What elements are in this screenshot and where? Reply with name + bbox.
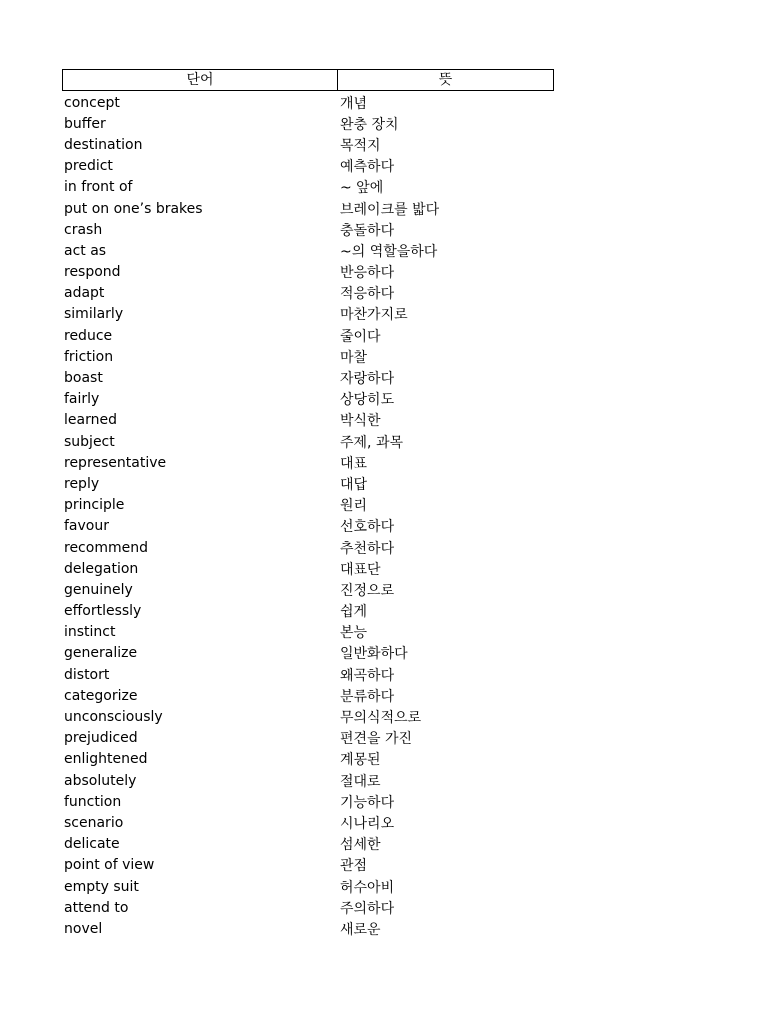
table-row	[62, 304, 554, 325]
meaning-cell: 관점	[340, 858, 368, 875]
word-cell: delicate	[64, 836, 120, 853]
meaning-cell: 목적지	[340, 137, 381, 154]
table-row	[62, 876, 554, 897]
table-row	[62, 410, 554, 431]
table-row	[62, 219, 554, 240]
word-cell: delegation	[64, 560, 139, 577]
word-cell: reply	[64, 475, 100, 492]
meaning-cell: 일반화하다	[340, 646, 408, 663]
word-cell: distort	[64, 666, 110, 683]
word-cell: effortlessly	[64, 603, 142, 620]
word-cell: learned	[64, 412, 117, 429]
table-row	[62, 812, 554, 833]
table-row	[62, 728, 554, 749]
table-header	[62, 69, 554, 91]
table-row	[62, 431, 554, 452]
meaning-cell: 상당히도	[340, 392, 395, 409]
meaning-cell: ~ 앞에	[340, 180, 384, 197]
meaning-cell: 왜곡하다	[340, 667, 395, 684]
word-cell: enlightened	[64, 751, 148, 768]
meaning-cell: 반응하다	[340, 265, 395, 282]
word-cell: concept	[64, 94, 120, 111]
meaning-cell: 적응하다	[340, 286, 395, 303]
meaning-cell: 줄이다	[340, 328, 381, 345]
word-cell: unconsciously	[64, 709, 163, 726]
word-cell: in front of	[64, 179, 133, 196]
meaning-cell: ~의 역할을하다	[340, 243, 438, 260]
meaning-cell: 본능	[340, 625, 368, 642]
word-cell: categorize	[64, 687, 138, 704]
table-row	[62, 92, 554, 113]
table-row	[62, 346, 554, 367]
table-row	[62, 367, 554, 388]
meaning-cell: 주의하다	[340, 900, 395, 917]
word-cell: act as	[64, 242, 107, 259]
table-row	[62, 855, 554, 876]
meaning-cell: 쉽게	[340, 604, 368, 621]
table-row	[62, 177, 554, 198]
table-row	[62, 897, 554, 918]
table-row	[62, 749, 554, 770]
word-cell: crash	[64, 221, 103, 238]
meaning-cell: 완충 장치	[340, 116, 399, 133]
meaning-cell: 박식한	[340, 413, 381, 430]
table-row	[62, 791, 554, 812]
meaning-cell: 충돌하다	[340, 222, 395, 239]
table-row	[62, 558, 554, 579]
table-row	[62, 198, 554, 219]
meaning-cell: 개념	[340, 95, 368, 112]
meaning-cell: 무의식적으로	[340, 710, 422, 727]
word-cell: absolutely	[64, 772, 137, 789]
table-row	[62, 537, 554, 558]
meaning-cell: 원리	[340, 498, 368, 515]
table-row	[62, 770, 554, 791]
table-row	[62, 134, 554, 155]
word-cell: destination	[64, 136, 143, 153]
table-row	[62, 283, 554, 304]
meaning-cell: 마찬가지로	[340, 307, 408, 324]
table-row	[62, 601, 554, 622]
word-cell: genuinely	[64, 581, 133, 598]
meaning-cell: 브레이크를 밟다	[340, 201, 440, 218]
word-cell: predict	[64, 158, 113, 175]
word-cell: buffer	[64, 115, 106, 132]
word-cell: point of view	[64, 857, 155, 874]
meaning-cell: 허수아비	[340, 879, 395, 896]
meaning-cell: 시나리오	[340, 815, 395, 832]
meaning-cell: 계몽된	[340, 752, 381, 769]
column-header-word: 단어	[63, 70, 338, 90]
word-cell: friction	[64, 348, 114, 365]
meaning-cell: 진정으로	[340, 582, 395, 599]
meaning-cell: 마찰	[340, 349, 368, 366]
table-row	[62, 622, 554, 643]
vocabulary-table	[62, 69, 554, 940]
word-cell: prejudiced	[64, 730, 138, 747]
word-cell: favour	[64, 518, 109, 535]
word-cell: principle	[64, 497, 125, 514]
meaning-cell: 새로운	[340, 921, 381, 938]
word-cell: put on one’s brakes	[64, 200, 203, 217]
meaning-cell: 절대로	[340, 773, 381, 790]
word-cell: boast	[64, 370, 103, 387]
table-row	[62, 664, 554, 685]
word-cell: fairly	[64, 391, 100, 408]
meaning-cell: 대표	[340, 455, 368, 472]
word-cell: subject	[64, 433, 115, 450]
meaning-cell: 주제, 과목	[340, 434, 403, 451]
table-body	[62, 92, 554, 940]
meaning-cell: 분류하다	[340, 688, 395, 705]
table-row	[62, 516, 554, 537]
column-header-meaning: 뜻	[438, 72, 453, 88]
table-row	[62, 918, 554, 939]
table-row	[62, 262, 554, 283]
word-cell: attend to	[64, 899, 129, 916]
word-cell: reduce	[64, 327, 113, 344]
meaning-cell: 추천하다	[340, 540, 395, 557]
meaning-cell: 대표단	[340, 561, 381, 578]
table-row	[62, 325, 554, 346]
word-cell: recommend	[64, 539, 148, 556]
table-row	[62, 473, 554, 494]
table-row	[62, 495, 554, 516]
meaning-cell: 자랑하다	[340, 371, 395, 388]
meaning-cell: 대답	[340, 476, 368, 493]
table-row	[62, 452, 554, 473]
word-cell: empty suit	[64, 878, 139, 895]
meaning-cell: 기능하다	[340, 794, 395, 811]
table-row	[62, 579, 554, 600]
table-row	[62, 643, 554, 664]
word-cell: instinct	[64, 624, 116, 641]
table-row	[62, 240, 554, 261]
word-cell: adapt	[64, 285, 105, 302]
table-row	[62, 706, 554, 727]
word-cell: generalize	[64, 645, 138, 662]
meaning-cell: 편견을 가진	[340, 731, 413, 748]
word-cell: function	[64, 793, 122, 810]
word-cell: representative	[64, 454, 167, 471]
word-cell: respond	[64, 264, 121, 281]
meaning-cell: 선호하다	[340, 519, 395, 536]
meaning-cell: 섬세한	[340, 837, 381, 854]
table-row	[62, 389, 554, 410]
meaning-cell: 예측하다	[340, 159, 395, 176]
table-row	[62, 685, 554, 706]
word-cell: novel	[64, 920, 103, 937]
word-cell: scenario	[64, 814, 124, 831]
table-row	[62, 156, 554, 177]
table-row	[62, 834, 554, 855]
table-row	[62, 113, 554, 134]
word-cell: similarly	[64, 306, 124, 323]
